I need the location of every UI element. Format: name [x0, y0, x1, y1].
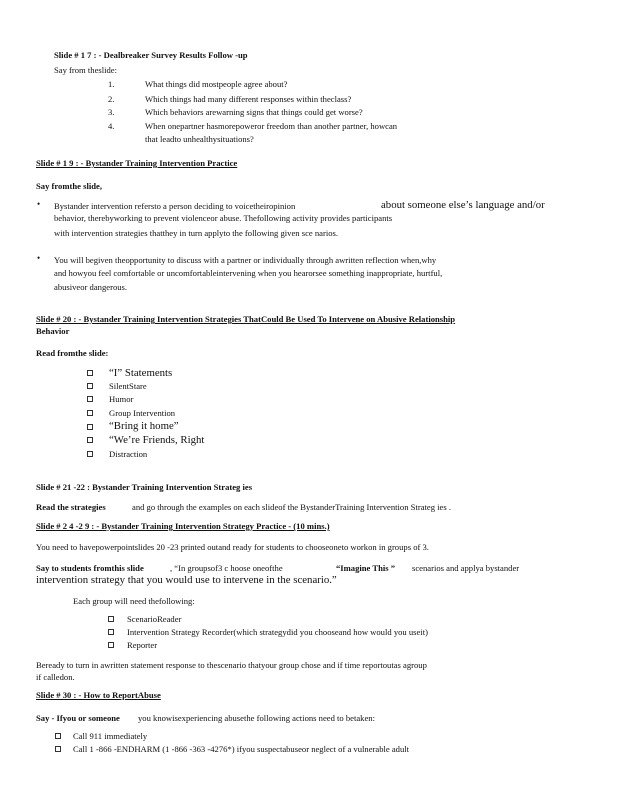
slide-20-intro: Read fromthe slide:: [36, 348, 109, 358]
question-text: Which things had many different responses within theclass?: [145, 94, 352, 104]
question-text: Which behaviors arewarning signs that things could get worse?: [145, 107, 363, 117]
slide-24-say-text-end: scenarios and applya bystander: [412, 563, 520, 573]
bullet-2-line-2: and howyou feel comfortable or uncomfortableintervening when you hearorsee something inappropriate, hurtful,: [54, 268, 443, 278]
strategy-item: “Bring it home”: [109, 420, 179, 432]
checkbox-icon: [87, 451, 93, 457]
strategy-item: SilentStare: [109, 381, 147, 391]
question-text: When onepartner hasmorepoweror freedom than another partner, howcan: [145, 121, 398, 131]
checkbox-icon: [87, 437, 93, 443]
bullet-2-line-1: You will begiven theopportunity to discuss with a partner or individually through awritten reflection when,why: [54, 255, 437, 265]
slide-21-heading: Slide # 21 -22 : Bystander Training Intervention Strateg ies: [36, 482, 253, 492]
slide-17-intro: Say from theslide:: [54, 65, 118, 75]
action-item: Call 911 immediately: [73, 731, 148, 741]
question-text-continued: that leadto unhealthysituations?: [145, 134, 254, 144]
checkbox-icon: [108, 629, 114, 635]
question-text: What things did mostpeople agree about?: [145, 79, 288, 89]
question-number: 3.: [108, 107, 115, 117]
question-number: 4.: [108, 121, 115, 131]
bullet-1-line-2: behavior, therebyworking to prevent violenceor abuse. Thefollowing activity provides participants: [54, 213, 393, 223]
slide-17-heading: Slide # 1 7 : - Dealbreaker Survey Results Follow -up: [54, 50, 248, 60]
slide-24-imagine-this: “Imagine This ”: [336, 563, 396, 573]
slide-30-say-bold: Say - Ifyou or someone: [36, 713, 120, 723]
slide-24-ready-line-1: Beready to turn in awritten statement response to thescenario thatyour group chose and if time reportoutas agroup: [36, 660, 427, 670]
strategy-item: Group Intervention: [109, 408, 176, 418]
checkbox-icon: [55, 746, 61, 752]
slide-19-intro: Say fromthe slide,: [36, 181, 102, 191]
question-number: 2.: [108, 94, 115, 104]
role-item: Intervention Strategy Recorder(which strategydid you chooseand how would you useit): [127, 627, 428, 637]
strategy-item: Distraction: [109, 449, 148, 459]
strategy-item: “I” Statements: [109, 367, 173, 379]
slide-19-heading: Slide # 1 9 : - Bystander Training Intervention Practice: [36, 158, 238, 168]
slide-24-line-3: intervention strategy that you would use to intervene in the scenario.”: [36, 574, 337, 586]
slide-24-heading: Slide # 2 4 -2 9 : - Bystander Training Intervention Strategy Practice - (10 mins.): [36, 521, 330, 531]
bullet-2-line-3: abusiveor dangerous.: [54, 282, 128, 292]
slide-24-ready-line-2: if calledon.: [36, 672, 75, 682]
checkbox-icon: [87, 410, 93, 416]
bullet-1-line-3: with intervention strategies thatthey in turn applyto the following given sce narios.: [54, 228, 339, 238]
bullet-1-line-1: Bystander intervention refersto a person deciding to voicetheiropinion: [54, 201, 296, 211]
slide-21-instruction-bold: Read the strategies: [36, 502, 106, 512]
slide-30-heading: Slide # 30 : - How to ReportAbuse: [36, 690, 161, 700]
question-number: 1.: [108, 79, 115, 89]
slide-20-heading: Slide # 20 : - Bystander Training Intervention Strategies ThatCould Be Used To Intervene on Abusive Relationship: [36, 314, 456, 324]
checkbox-icon: [87, 396, 93, 402]
bullet-dot: •: [37, 253, 41, 263]
bullet-1-line-1-end: about someone else’s language and/or: [381, 199, 545, 211]
slide-24-say-text: , “In groupsof3 c hoose oneofthe: [170, 563, 283, 573]
checkbox-icon: [55, 733, 61, 739]
slide-21-instruction: and go through the examples on each slideof the BystanderTraining Intervention Strateg ies .: [132, 502, 452, 512]
slide-20-heading-continued: Behavior: [36, 326, 70, 336]
role-item: ScenarioReader: [127, 614, 182, 624]
checkbox-icon: [87, 383, 93, 389]
role-item: Reporter: [127, 640, 158, 650]
action-item: Call 1 -866 -ENDHARM (1 -866 -363 -4276*) ifyou suspectabuseor neglect of a vulnerable adult: [73, 744, 410, 754]
checkbox-icon: [87, 424, 93, 430]
checkbox-icon: [108, 642, 114, 648]
strategy-item: “We’re Friends, Right: [109, 434, 205, 446]
checkbox-icon: [108, 616, 114, 622]
slide-24-say-bold: Say to students fromthis slide: [36, 563, 144, 573]
slide-24-group-needs: Each group will need thefollowing:: [73, 596, 195, 606]
checkbox-icon: [87, 370, 93, 376]
strategy-item: Humor: [109, 394, 134, 404]
slide-24-line-1: You need to havepowerpointslides 20 -23 printed outand ready for students to chooseoneto workon in groups of 3.: [36, 542, 429, 552]
bullet-dot: •: [37, 199, 41, 209]
slide-30-say-text: you knowisexperiencing abusethe following actions need to betaken:: [138, 713, 375, 723]
